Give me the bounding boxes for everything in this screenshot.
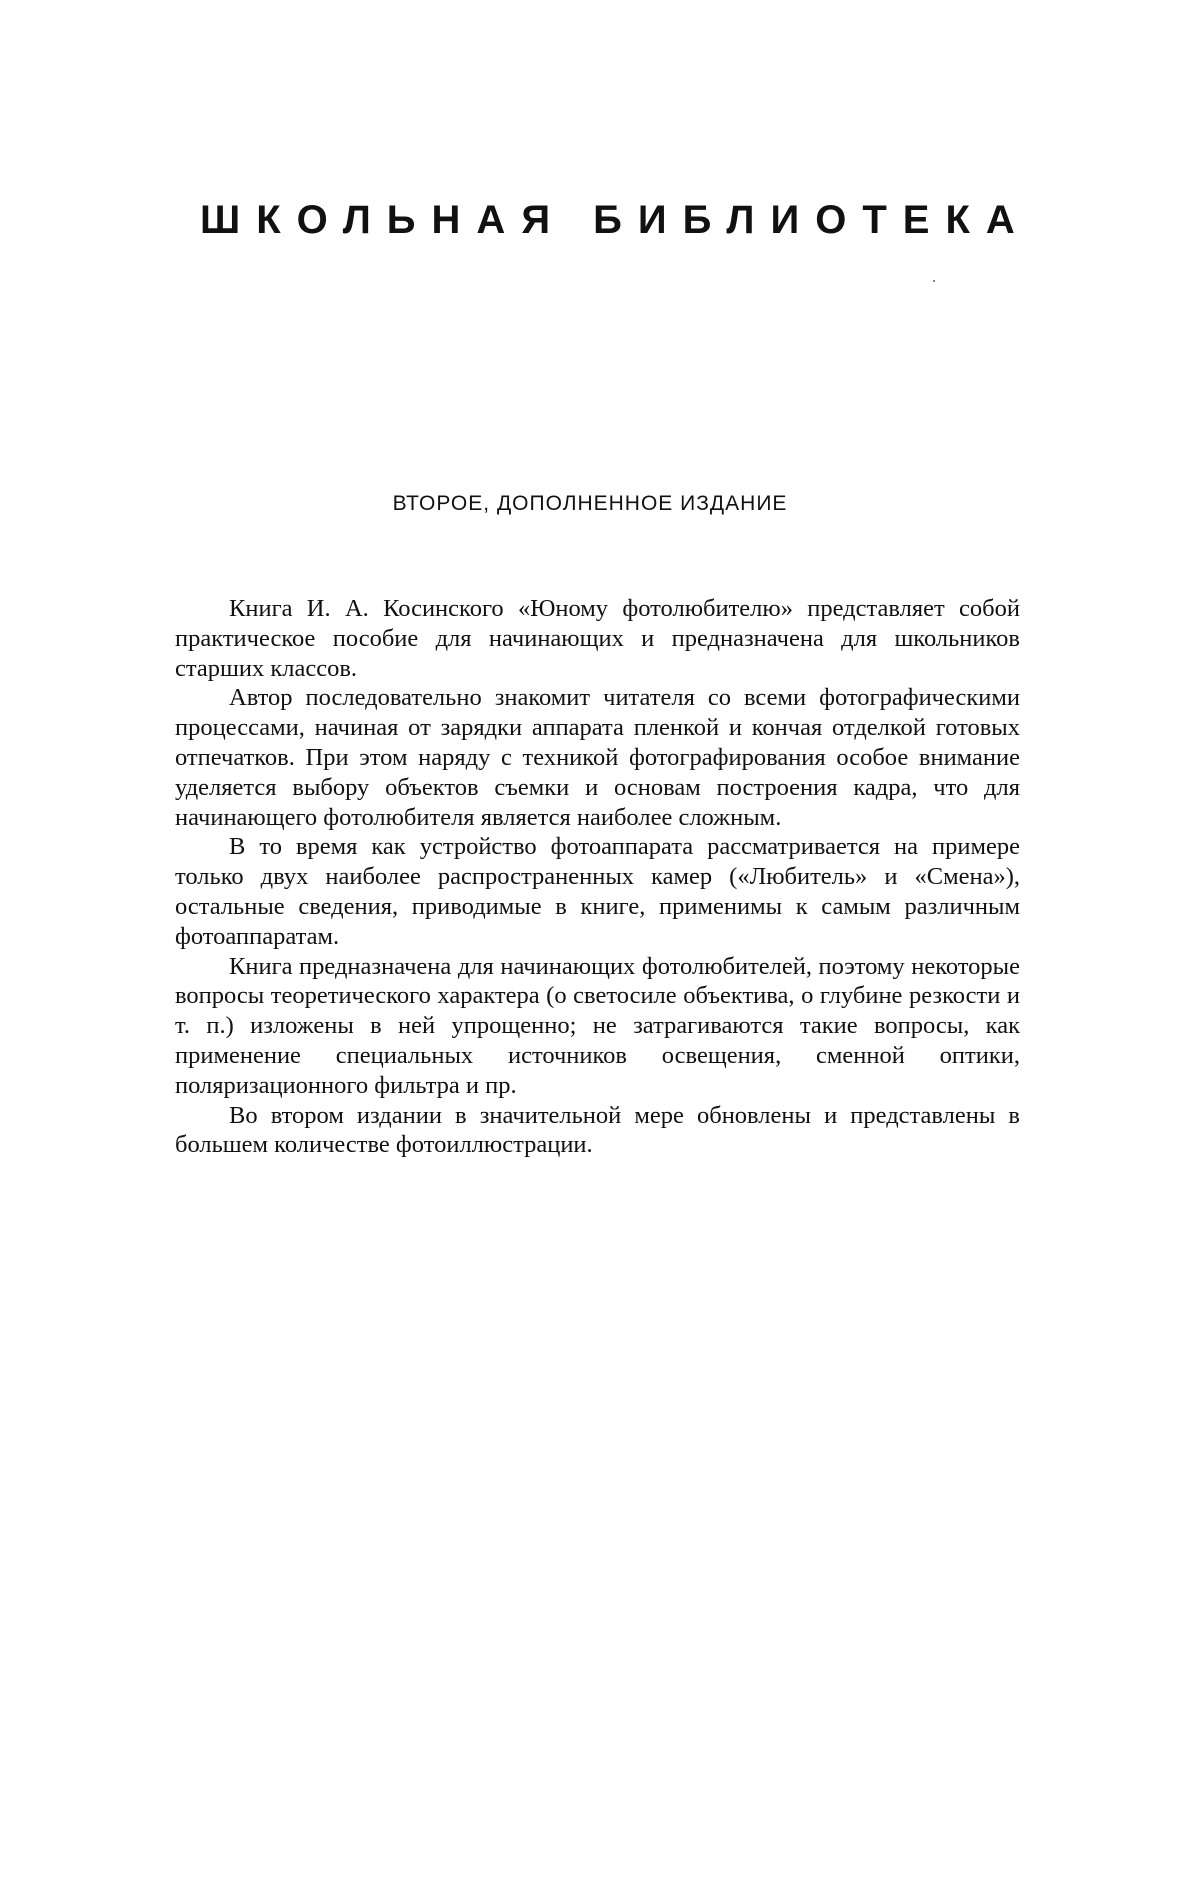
annotation-paragraph: Во втором издании в значительной мере обновлены и представлены в большем количестве фотоиллюстрации. (175, 1101, 1020, 1159)
edition-label: ВТОРОЕ, ДОПОЛНЕННОЕ ИЗДАНИЕ (392, 492, 788, 515)
series-title: ШКОЛЬНАЯ БИБЛИОТЕКА (200, 198, 1031, 242)
annotation-paragraph: В то время как устройство фотоаппарата рассматривается на примере только двух наиболее распространенных камер («Любитель» и «Смена»), остальные сведения, приводимые в книге, применимы к самым различным фотоаппаратам. (175, 833, 1020, 950)
annotation-paragraph: Книга И. А. Косинского «Юному фотолюбителю» представляет собой практическое пособие для начинающих и предназначена для школьников старших классов. (175, 595, 1020, 682)
annotation-text (175, 594, 1020, 1160)
print-speck (933, 280, 935, 282)
annotation-paragraph: Автор последовательно знакомит читателя со всеми фотографическими процессами, начиная от зарядки аппарата пленкой и кончая отделкой готовых отпечатков. При этом наряду с техникой фотографирования особое внимание уделяется выбору объектов съемки и основам построения кадра, что для начинающего фотолюбителя является наиболее сложным. (175, 684, 1020, 831)
annotation-paragraph: Книга предназначена для начинающих фотолюбителей, поэтому некоторые вопросы теоретического характера (о светосиле объектива, о глубине резкости и т. п.) изложены в ней упрощенно; не затрагиваются такие вопросы, как применение специальных источников освещения, сменной оптики, поляризационного фильтра и пр. (175, 952, 1020, 1099)
